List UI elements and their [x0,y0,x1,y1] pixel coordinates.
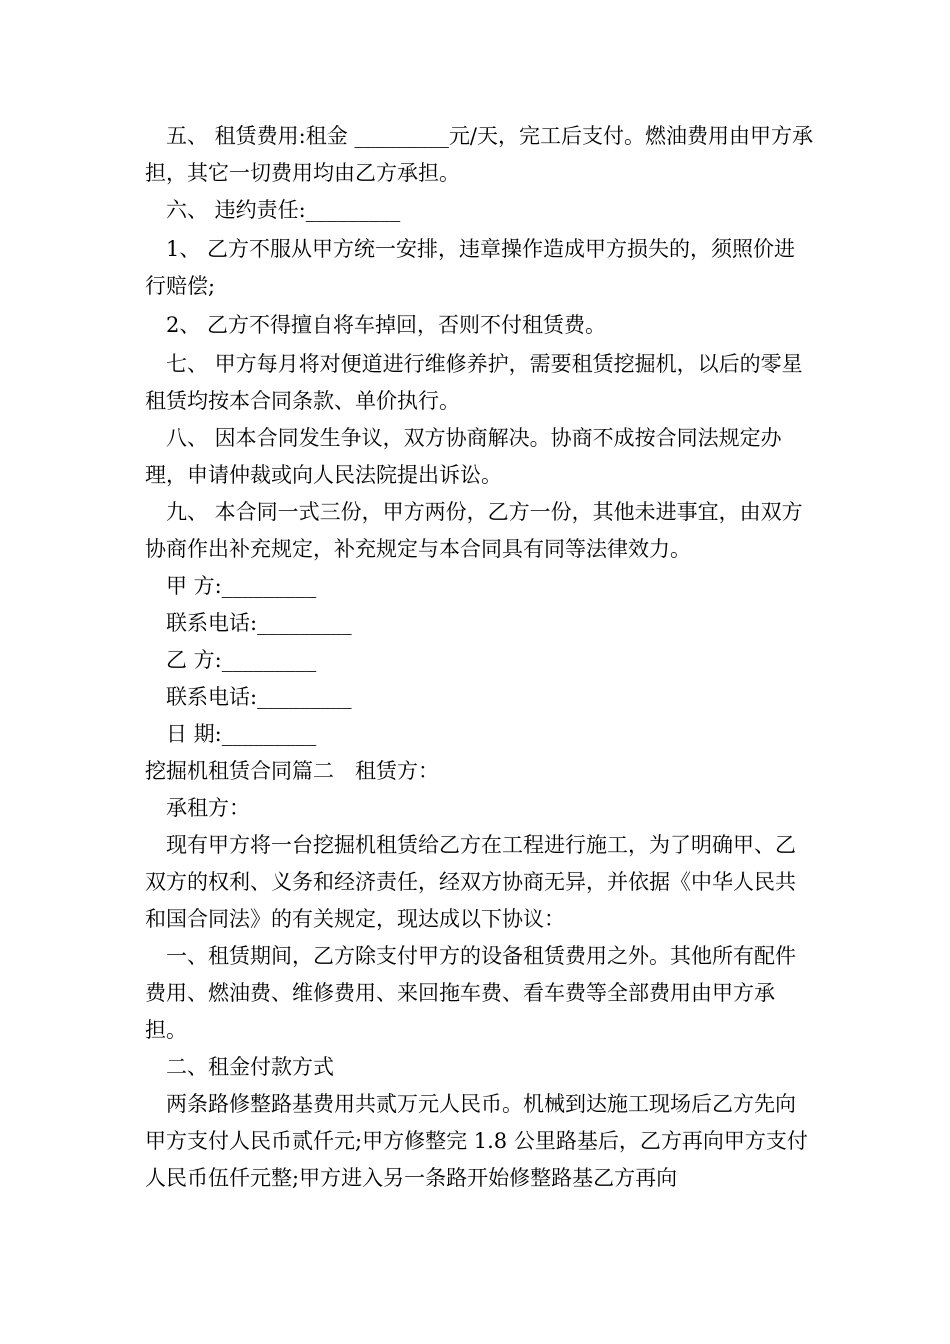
preamble: 现有甲方将一台挖掘机租赁给乙方在工程进行施工，为了明确甲、乙双方的权利、义务和经济责任，经双方协商无异，并依据《中华人民共和国合同法》的有关规定，现达成以下协议： [145,833,796,931]
section-heading-part-two: 挖掘机租赁合同篇二 租赁方： [145,759,439,783]
clause-6-item-2: 2、 乙方不得擅自将车掉回，否则不付租赁费。 [166,313,607,337]
signature-date: 日 期:_________ [166,722,317,746]
article-2-payment-terms: 两条路修整路基费用共贰万元人民币。机械到达施工现场后乙方先向甲方支付人民币贰仟元;甲方修整完 1.8 公里路基后，乙方再向甲方支付人民币伍仟元整;甲方进入另一条路开始修整路基乙方再向 [145,1092,808,1190]
signature-party-a: 甲 方:_________ [166,574,317,598]
clause-6-item-1: 1、 乙方不服从甲方统一安排，违章操作造成甲方损失的，须照价进行赔偿; [145,237,796,298]
signature-party-b: 乙 方:_________ [166,648,317,672]
clause-7-maintenance: 七、 甲方每月将对便道进行维修养护，需要租赁挖掘机，以后的零星租赁均按本合同条款、单价执行。 [145,352,803,413]
clause-8-disputes: 八、 因本合同发生争议，双方协商解决。协商不成按合同法规定办理，申请仲裁或向人民法院提出诉讼。 [145,426,782,487]
clause-6-breach-liability: 六、 违约责任:_________ [166,198,401,222]
clause-9-copies: 九、 本合同一式三份，甲方两份，乙方一份，其他未进事宜，由双方协商作出补充规定，补充规定与本合同具有同等法律效力。 [145,500,803,561]
lessee-line: 承租方： [166,796,250,820]
document-body [145,118,813,1197]
clause-5-rental-fee: 五、 租赁费用:租金 _________元/天，完工后支付。燃油费用由甲方承担，其它一切费用均由乙方承担。 [145,124,813,185]
signature-party-a-phone: 联系电话:_________ [166,611,352,635]
article-1-rental-period: 一、租赁期间，乙方除支付甲方的设备租赁费用之外。其他所有配件费用、燃油费、维修费用、来回拖车费、看车费等全部费用由甲方承担。 [145,944,796,1042]
signature-party-b-phone: 联系电话:_________ [166,685,352,709]
article-2-heading: 二、租金付款方式 [166,1055,334,1079]
